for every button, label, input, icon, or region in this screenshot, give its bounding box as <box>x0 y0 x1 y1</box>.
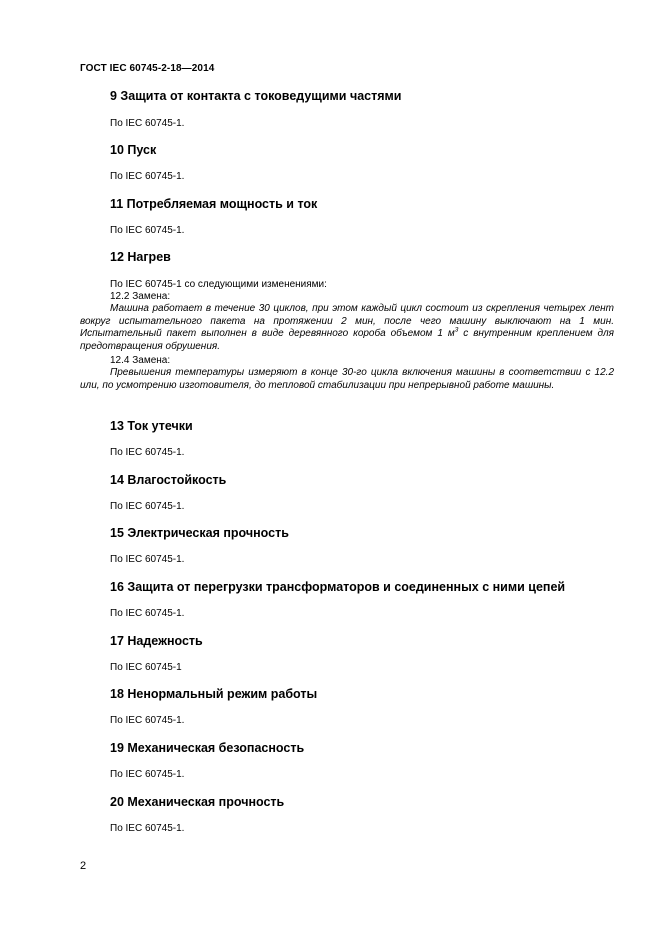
section-heading: 13 Ток утечки <box>110 419 193 433</box>
section-text: По IEC 60745-1. <box>110 554 185 565</box>
section-text: По IEC 60745-1. <box>110 225 185 236</box>
section-heading: 15 Электрическая прочность <box>110 526 289 540</box>
superscript: 3 <box>454 326 459 334</box>
section-heading: 14 Влагостойкость <box>110 473 227 487</box>
section-heading: 19 Механическая безопасность <box>110 741 305 755</box>
section-heading: 12 Нагрев <box>110 250 171 264</box>
section-text: По IEC 60745-1. <box>110 769 185 780</box>
section-12-2-text-b: с внутренним креплением для предотвращения обрушения. <box>80 328 614 352</box>
section-12-2-text <box>80 303 614 353</box>
section-12-4-text-body: Превышения температуры измеряют в конце 30-го цикла включения машины в соответствии с 12.2 или, по усмотрению изготовителя, до тепловой стабилизации при непрерывной работе машины. <box>80 367 614 391</box>
section-12-2-text-a: Машина работает в течение 30 циклов, при этом каждый цикл состоит из скрепления четырех лент вокруг испытательного пакета на протяжении 2 мин, после чего машину выключают на 1 мин. Испытательный пакет выполнен в виде деревянного короба объемом 1 м <box>80 303 614 339</box>
section-heading: 18 Ненормальный режим работы <box>110 687 318 701</box>
section-text: По IEC 60745-1. <box>110 715 185 726</box>
section-heading: 9 Защита от контакта с токоведущими частями <box>110 89 402 103</box>
section-heading: 20 Механическая прочность <box>110 795 285 809</box>
section-text: По IEC 60745-1 <box>110 662 182 673</box>
document-header: ГОСТ IEC 60745-2-18—2014 <box>80 63 215 74</box>
section-text: По IEC 60745-1. <box>110 118 185 129</box>
section-heading: 16 Защита от перегрузки трансформаторов и соединенных с ними цепей <box>110 580 566 594</box>
section-text: По IEC 60745-1. <box>110 501 185 512</box>
page-number: 2 <box>80 860 87 872</box>
section-12-4-label: 12.4 Замена: <box>110 355 171 366</box>
section-heading: 10 Пуск <box>110 143 157 157</box>
section-text: По IEC 60745-1. <box>110 823 185 834</box>
section-12-intro: По IEC 60745-1 со следующими изменениями: <box>110 279 327 290</box>
section-text: По IEC 60745-1. <box>110 447 185 458</box>
section-12-4-text <box>80 367 614 392</box>
section-heading: 11 Потребляемая мощность и ток <box>110 197 318 211</box>
section-text: По IEC 60745-1. <box>110 171 185 182</box>
section-heading: 17 Надежность <box>110 634 203 648</box>
section-12-2-label: 12.2 Замена: <box>110 291 171 302</box>
section-text: По IEC 60745-1. <box>110 608 185 619</box>
